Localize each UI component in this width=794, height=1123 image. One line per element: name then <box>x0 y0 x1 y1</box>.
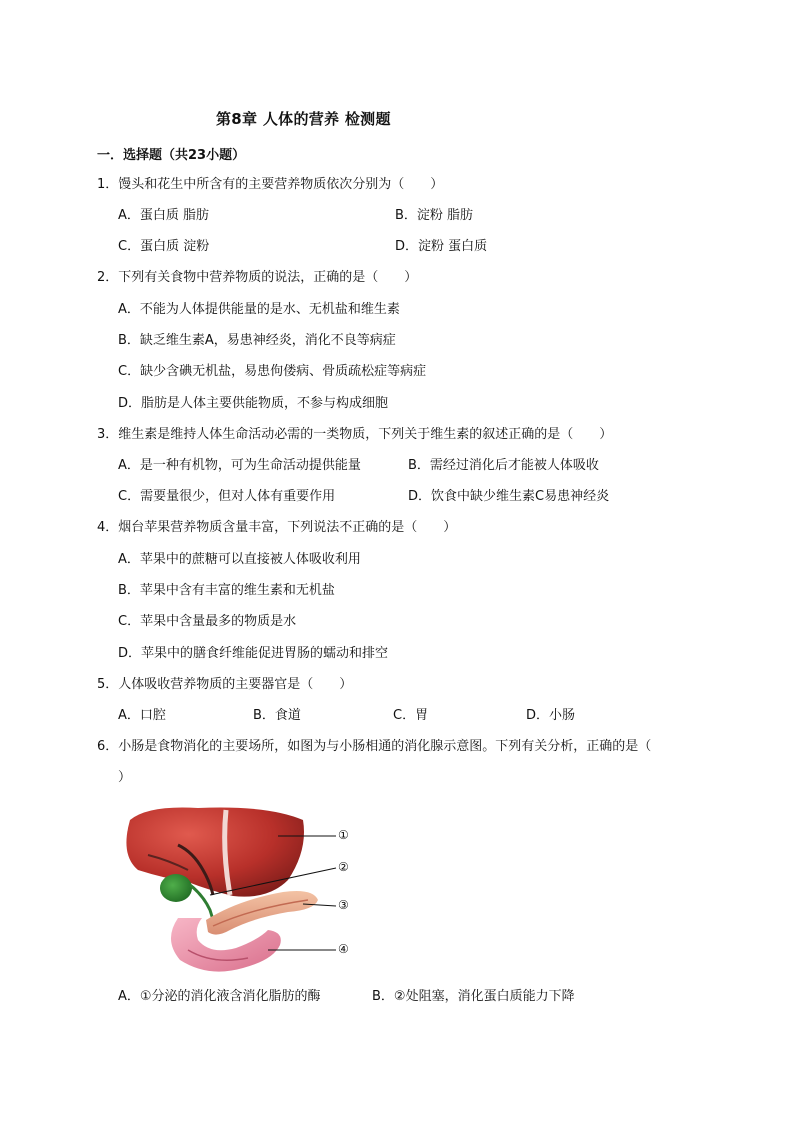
figure-label-2: ② <box>338 860 349 874</box>
question-4-option-d: D．苹果中的膳食纤维能促进胃肠的蠕动和排空 <box>118 646 389 661</box>
question-2-option-d: D．脂肪是人体主要供能物质，不参与构成细胞 <box>118 396 389 411</box>
question-2-stem: 2．下列有关食物中营养物质的说法，正确的是（ ） <box>97 270 418 285</box>
question-5-option-a: A．口腔 <box>118 708 166 723</box>
question-1-option-a: A．蛋白质 脂肪 <box>118 208 210 223</box>
question-1-option-d: D．淀粉 蛋白质 <box>395 239 488 254</box>
figure-label-1: ① <box>338 828 349 842</box>
question-1-option-c: C．蛋白质 淀粉 <box>118 239 210 254</box>
digestive-gland-illustration <box>118 800 368 980</box>
question-5-option-b: B．食道 <box>253 708 301 723</box>
document-title: 第8章 人体的营养 检测题 <box>216 110 391 128</box>
question-4-option-c: C．苹果中含量最多的物质是水 <box>118 614 297 629</box>
gallbladder-shape <box>160 874 192 902</box>
question-6-option-a: A．①分泌的消化液含消化脂肪的酶 <box>118 989 321 1004</box>
question-3-stem: 3．维生素是维持人体生命活动必需的一类物质，下列关于维生素的叙述正确的是（ ） <box>97 427 613 442</box>
question-5-option-d: D．小肠 <box>526 708 576 723</box>
question-2-option-b: B．缺乏维生素A，易患神经炎，消化不良等病症 <box>118 333 396 348</box>
question-1-option-b: B．淀粉 脂肪 <box>395 208 474 223</box>
question-4-option-b: B．苹果中含有丰富的维生素和无机盐 <box>118 583 335 598</box>
question-6-option-b: B．②处阻塞，消化蛋白质能力下降 <box>372 989 575 1004</box>
section-heading: 一．选择题（共23小题） <box>97 148 246 163</box>
question-1-stem: 1．馒头和花生中所含有的主要营养物质依次分别为（ ） <box>97 177 444 192</box>
question-6-stem: 6．小肠是食物消化的主要场所，如图为与小肠相通的消化腺示意图。下列有关分析，正确的是（ <box>97 739 652 754</box>
question-5-option-c: C．胃 <box>393 708 429 723</box>
digestive-gland-diagram <box>118 800 368 980</box>
question-3-option-c: C．需要量很少，但对人体有重要作用 <box>118 489 336 504</box>
question-2-option-c: C．缺少含碘无机盐，易患佝偻病、骨质疏松症等病症 <box>118 364 427 379</box>
question-2-option-a: A．不能为人体提供能量的是水、无机盐和维生素 <box>118 302 400 317</box>
question-3-option-b: B．需经过消化后才能被人体吸收 <box>408 458 599 473</box>
question-5-stem: 5．人体吸收营养物质的主要器官是（ ） <box>97 677 353 692</box>
liver-shape <box>126 808 304 897</box>
question-3-option-d: D．饮食中缺少维生素C易患神经炎 <box>408 489 610 504</box>
question-3-option-a: A．是一种有机物，可为生命活动提供能量 <box>118 458 361 473</box>
figure-label-4: ④ <box>338 942 349 956</box>
question-4-option-a: A．苹果中的蔗糖可以直接被人体吸收利用 <box>118 552 361 567</box>
question-4-stem: 4．烟台苹果营养物质含量丰富，下列说法不正确的是（ ） <box>97 520 457 535</box>
figure-label-3: ③ <box>338 898 349 912</box>
pancreas-shape <box>206 891 318 935</box>
question-6-stem-continued: ） <box>118 770 132 785</box>
